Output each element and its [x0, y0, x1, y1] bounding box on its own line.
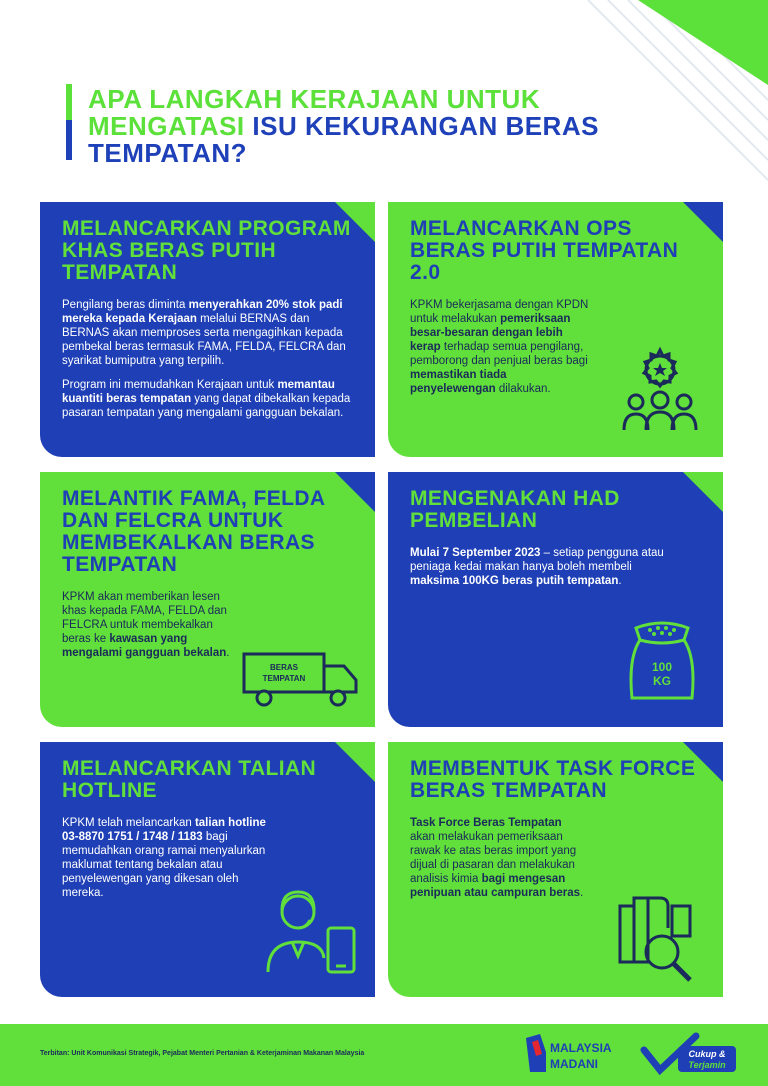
card-paragraph: Program ini memudahkan Kerajaan untuk memantau kuantiti beras tempatan yang dapat dibekalkan kepada pasaran tempatan yang mengalami gangguan bekalan. [62, 379, 351, 419]
cukup-terjamin-logo [640, 1030, 740, 1078]
truck-label-1: BERAS [269, 663, 299, 672]
card-heading: MELANCARKAN TALIAN HOTLINE [62, 757, 317, 802]
hotline-operator-icon [262, 884, 362, 976]
page-title [88, 86, 648, 167]
title-accent-bar-blue [66, 120, 72, 160]
truck-icon [240, 648, 362, 708]
sack-label-2: KG [653, 674, 671, 688]
card-heading: MEMBENTUK TASK FORCE BERAS TEMPATAN [410, 757, 696, 802]
card-talian-hotline [40, 742, 375, 997]
card-melantik-fama [40, 472, 375, 727]
inspection-magnifier-icon [614, 892, 704, 984]
card-fold [335, 472, 375, 512]
card-had-pembelian [388, 472, 723, 727]
card-task-force [388, 742, 723, 997]
logo1-line1: MALAYSIA [550, 1041, 612, 1055]
card-paragraph: KPKM bekerjasama dengan KPDN untuk melakukan pemeriksaan besar-besaran dengan lebih kerap terhadap semua pengilang, pemborong dan penjual beras bagi memastikan tiada penyelewengan dilakukan. [410, 299, 589, 395]
card-fold [335, 742, 375, 782]
card-heading: MELANTIK FAMA, FELDA DAN FELCRA UNTUK MEMBEKALKAN BERAS TEMPATAN [62, 487, 325, 576]
card-paragraph: KPKM telah melancarkan talian hotline 03-8870 1751 / 1748 / 1183 bagi memudahkan orang ramai menyalurkan maklumat tentang bekalan atau penyelewengan yang dikesan oleh mereka. [62, 817, 266, 899]
footer-publisher: Terbitan: Unit Komunikasi Strategik, Pejabat Menteri Pertanian & Keterjaminan Makanan Malaysia [40, 1050, 365, 1057]
card-fold [335, 202, 375, 242]
sack-label-1: 100 [651, 660, 673, 674]
malaysia-madani-logo [522, 1032, 632, 1076]
card-program-khas [40, 202, 375, 457]
rice-sack-icon [622, 618, 702, 708]
card-fold [683, 202, 723, 242]
card-paragraph: Task Force Beras Tempatan akan melakukan pemeriksaan rawak ke atas beras import yang dijual di pasaran dan melakukan analisis kimia bagi mengesan penipuan atau campuran beras. [410, 817, 584, 899]
card-paragraph: Pengilang beras diminta menyerahkan 20% stok padi mereka kepada Kerajaan melalui BERNAS dan BERNAS akan memproses serta mengagihkan kepada pembekal beras termasuk FAMA, FELDA, FELCRA dan syarikat bumiputra yang terpilih. [62, 299, 346, 367]
team-gear-icon [620, 344, 700, 434]
card-paragraph: Mulai 7 September 2023 – setiap pengguna atau peniaga kedai makan hanya boleh membeli maksima 100KG beras putih tempatan. [410, 547, 664, 587]
card-ops-beras [388, 202, 723, 457]
card-paragraph: KPKM akan memberikan lesen khas kepada FAMA, FELDA dan FELCRA untuk membekalkan beras ke kawasan yang mengalami gangguan bekalan. [62, 591, 230, 659]
title-line-2-blue: ISU KEKURANGAN BERAS [252, 111, 599, 141]
card-fold [683, 472, 723, 512]
truck-label-2: TEMPATAN [262, 674, 306, 683]
logo2-line2: Terjamin [688, 1060, 726, 1070]
card-fold [683, 742, 723, 782]
card-heading: MELANCARKAN PROGRAM KHAS BERAS PUTIH TEMPATAN [62, 217, 351, 284]
logo2-line1: Cukup & [688, 1049, 726, 1059]
title-line-2-green: MENGATASI [88, 111, 245, 141]
card-heading: MENGENAKAN HAD PEMBELIAN [410, 487, 620, 532]
title-line-1: APA LANGKAH KERAJAAN UNTUK [88, 84, 541, 114]
logo1-line2: MADANI [550, 1057, 598, 1071]
corner-triangle [638, 0, 768, 85]
title-line-3: TEMPATAN? [88, 138, 248, 168]
card-heading: MELANCARKAN OPS BERAS PUTIH TEMPATAN 2.0 [410, 217, 679, 284]
